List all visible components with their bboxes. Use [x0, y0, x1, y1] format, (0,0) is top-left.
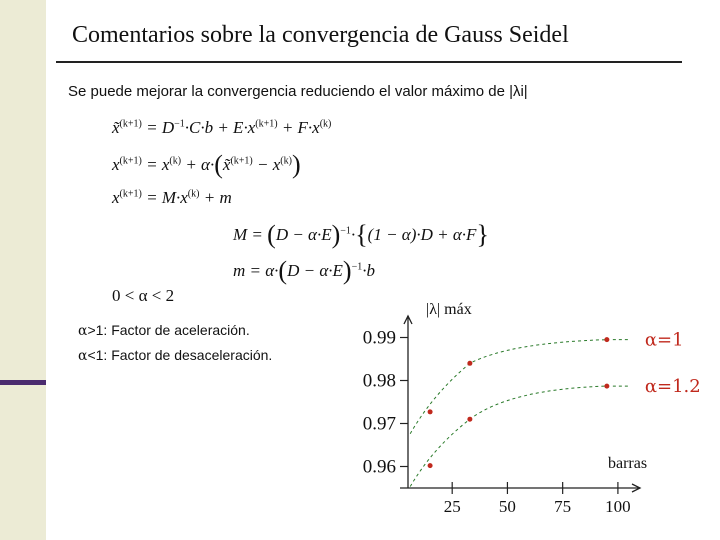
data-point	[428, 409, 433, 414]
chart-series	[410, 330, 701, 487]
chart-axes	[400, 316, 640, 492]
y-tick-label: 0.96	[362, 456, 396, 478]
x-tick-label: 75	[554, 497, 572, 516]
y-axis-label: |λ| máx	[426, 301, 472, 318]
bullet-deceleration: α<1: Factor de desaceleración.	[78, 347, 273, 364]
series-label: α=1.2	[644, 376, 701, 398]
data-point	[604, 384, 609, 389]
x-axis-label: barras	[608, 455, 648, 472]
equation-relaxed-iterate: x̃$^{(k+1)}$ = $D^{-1}\cdot C\cdot b + E\cdot x^{(k+1)} + F\cdot x^{(k)}$	[112, 118, 332, 137]
slide-title: Comentarios sobre la convergencia de Gauss Seidel	[72, 22, 569, 48]
series-label: α=1	[644, 329, 684, 351]
equation-iteration-matrix-form: $x^{(k+1)} = M\cdot x^{(k)} + m$	[112, 188, 232, 207]
data-point	[467, 361, 472, 366]
data-point	[604, 337, 609, 342]
data-point	[467, 417, 472, 422]
x-tick-label: 50	[498, 497, 516, 516]
equation-matrix-M: $M = (D - \alpha\cdot E)^{-1}\cdot\{(1 - \alpha)\cdot D + \alpha\cdot F\}$	[233, 220, 489, 249]
intro-text: Se puede mejorar la convergencia reduciendo el valor máximo de |λi|	[68, 83, 528, 100]
title-underline	[56, 61, 682, 63]
x-tick-label: 100	[605, 497, 631, 516]
equation-vector-m: $m = \alpha\cdot(D - \alpha\cdot E)^{-1}\cdot b$	[233, 256, 375, 285]
bullet-acceleration: α>1: Factor de aceleración.	[78, 322, 250, 339]
data-point	[428, 463, 433, 468]
sidebar-accent-bar	[0, 380, 46, 385]
y-tick-label: 0.99	[362, 327, 396, 349]
series-curve	[410, 386, 607, 486]
equation-relaxation-update: $x^{(k+1)} = x^{(k)}$ + α·(x̃$^{(k+1)}$ − $x^{(k)}$)	[112, 150, 301, 179]
y-tick-label: 0.98	[362, 370, 396, 392]
equation-alpha-range: 0 < α < 2	[112, 286, 175, 305]
y-tick-label: 0.97	[362, 413, 396, 435]
x-tick-label: 25	[443, 497, 461, 516]
slide-sidebar	[0, 0, 46, 540]
series-curve	[410, 340, 607, 434]
convergence-chart	[340, 298, 701, 520]
